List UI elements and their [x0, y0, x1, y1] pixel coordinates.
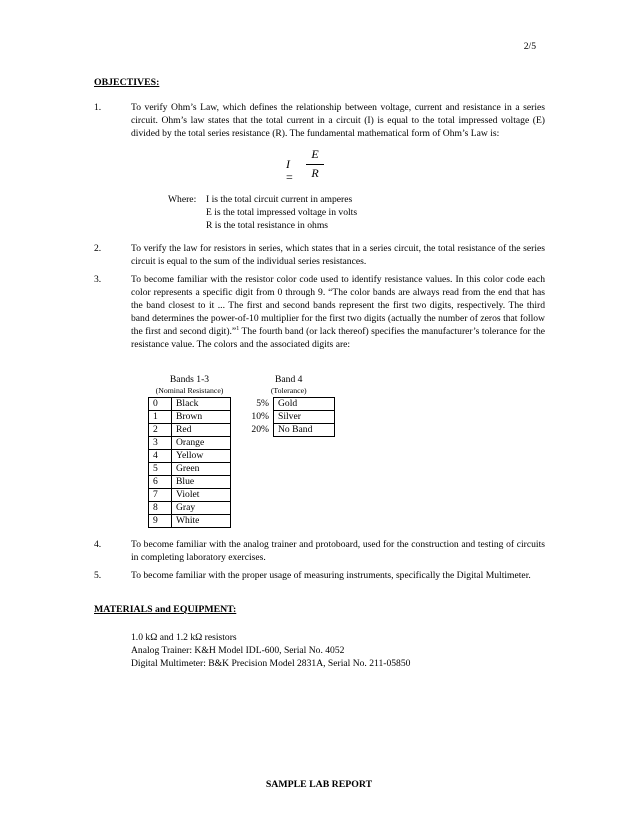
band-color: Green	[172, 463, 231, 476]
tolerance-pct: 5%	[243, 398, 274, 411]
material-item: 1.0 kΩ and 1.2 kΩ resistors	[131, 632, 237, 643]
item-number-2: 2.	[94, 243, 102, 254]
bands-table	[148, 373, 231, 528]
tolerance-table	[243, 373, 335, 437]
band-digit: 8	[149, 502, 172, 515]
tolerance-color: Silver	[274, 411, 335, 424]
band-color: White	[172, 515, 231, 528]
formula-denominator: R	[311, 166, 319, 180]
formula-i: I	[286, 157, 290, 171]
objectives-heading: OBJECTIVES:	[94, 77, 160, 88]
item-number-3: 3.	[94, 274, 102, 285]
table-row	[149, 476, 231, 489]
band-color: Orange	[172, 437, 231, 450]
footer-title: SAMPLE LAB REPORT	[265, 779, 373, 790]
band-color: Black	[172, 398, 231, 411]
bands-table-header	[149, 373, 231, 398]
material-item: Digital Multimeter: B&K Precision Model 2831A, Serial No. 211-05850	[131, 658, 411, 669]
item-3-text-a: To become familiar with the resistor color code used to identify resistance values. In this color code each color represents a specific digit from 0 through 9. “The color bands are always read from the end that has the band closest to it ... The first and second bands represent the first two digits, respectively. The third band determines the power-of-10 multiplier for the first two digits (actually the number of zeros that follow the first and second digit).”	[131, 274, 545, 337]
footnote-ref: 1	[236, 325, 240, 332]
table-row	[149, 398, 231, 411]
table-row	[149, 450, 231, 463]
bands-table-title-row	[149, 373, 231, 398]
where-line-2: E is the total impressed voltage in volts	[206, 207, 358, 218]
formula-equals: =	[286, 170, 293, 184]
tolerance-color: Gold	[274, 398, 335, 411]
material-item: Analog Trainer: K&H Model IDL-600, Serial No. 4052	[131, 645, 345, 656]
table-row	[243, 424, 335, 437]
tolerance-table-subtitle: (Tolerance)	[270, 386, 307, 395]
table-row	[149, 411, 231, 424]
band-color: Brown	[172, 411, 231, 424]
item-1-paragraph: To verify Ohm’s Law, which defines the relationship between voltage, current and resistance in a series circuit. Ohm’s law states that the total current in a circuit (I) is equal to the total impressed voltage (E) divided by the total series resistance (R). The fundamental mathematical form of Ohm’s Law is:	[131, 102, 545, 139]
tolerance-color: No Band	[274, 424, 335, 437]
item-number-1: 1.	[94, 102, 102, 113]
item-4-paragraph: To become familiar with the analog trainer and protoboard, used for the construction and testing of circuits in completing laboratory exercises.	[131, 539, 545, 563]
tolerance-table-title: Band 4	[275, 374, 303, 385]
band-digit: 4	[149, 450, 172, 463]
formula-numerator: E	[311, 147, 319, 161]
item-number-4: 4.	[94, 539, 102, 550]
band-digit: 2	[149, 424, 172, 437]
formula-fraction-bar	[306, 164, 324, 165]
table-row	[243, 398, 335, 411]
where-label: Where:	[168, 194, 197, 205]
item-text-2	[131, 242, 545, 268]
where-line-3: R is the total resistance in ohms	[206, 220, 329, 231]
tolerance-table-title-row	[243, 373, 335, 398]
band-color: Violet	[172, 489, 231, 502]
page-number: 2/5	[523, 41, 536, 52]
table-row	[243, 411, 335, 424]
table-row	[149, 424, 231, 437]
band-digit: 0	[149, 398, 172, 411]
band-digit: 3	[149, 437, 172, 450]
item-3-paragraph	[131, 273, 545, 351]
item-2-paragraph: To verify the law for resistors in series, which states that in a series circuit, the total resistance of the series circuit is equal to the sum of the individual series resistances.	[131, 243, 545, 267]
band-color: Blue	[172, 476, 231, 489]
band-digit: 6	[149, 476, 172, 489]
table-row	[149, 502, 231, 515]
band-digit: 1	[149, 411, 172, 424]
band-color: Red	[172, 424, 231, 437]
table-row	[149, 437, 231, 450]
tolerance-pct: 20%	[243, 424, 274, 437]
materials-heading: MATERIALS and EQUIPMENT:	[94, 604, 237, 615]
table-row	[149, 489, 231, 502]
item-text-4	[131, 538, 545, 564]
table-row	[149, 463, 231, 476]
tolerance-pct: 10%	[243, 411, 274, 424]
formula-lhs	[286, 158, 293, 184]
item-number-5: 5.	[94, 570, 102, 581]
band-digit: 9	[149, 515, 172, 528]
item-text-1	[131, 101, 545, 140]
bands-table-title: Bands 1-3	[169, 374, 210, 385]
where-line-1: I is the total circuit current in amperes	[206, 194, 353, 205]
item-3-text-b: The fourth band (or lack thereof) specifies the manufacturer’s tolerance for the resistance value. The colors and the associated digits are:	[131, 326, 545, 350]
table-row	[149, 515, 231, 528]
item-text-5	[131, 569, 545, 582]
band-color: Gray	[172, 502, 231, 515]
band-color: Yellow	[172, 450, 231, 463]
item-text-3	[131, 273, 545, 351]
band-digit: 7	[149, 489, 172, 502]
item-5-paragraph: To become familiar with the proper usage of measuring instruments, specifically the Digital Multimeter.	[131, 570, 531, 581]
tolerance-table-header	[243, 373, 335, 398]
band-digit: 5	[149, 463, 172, 476]
bands-table-subtitle: (Nominal Resistance)	[155, 386, 224, 395]
